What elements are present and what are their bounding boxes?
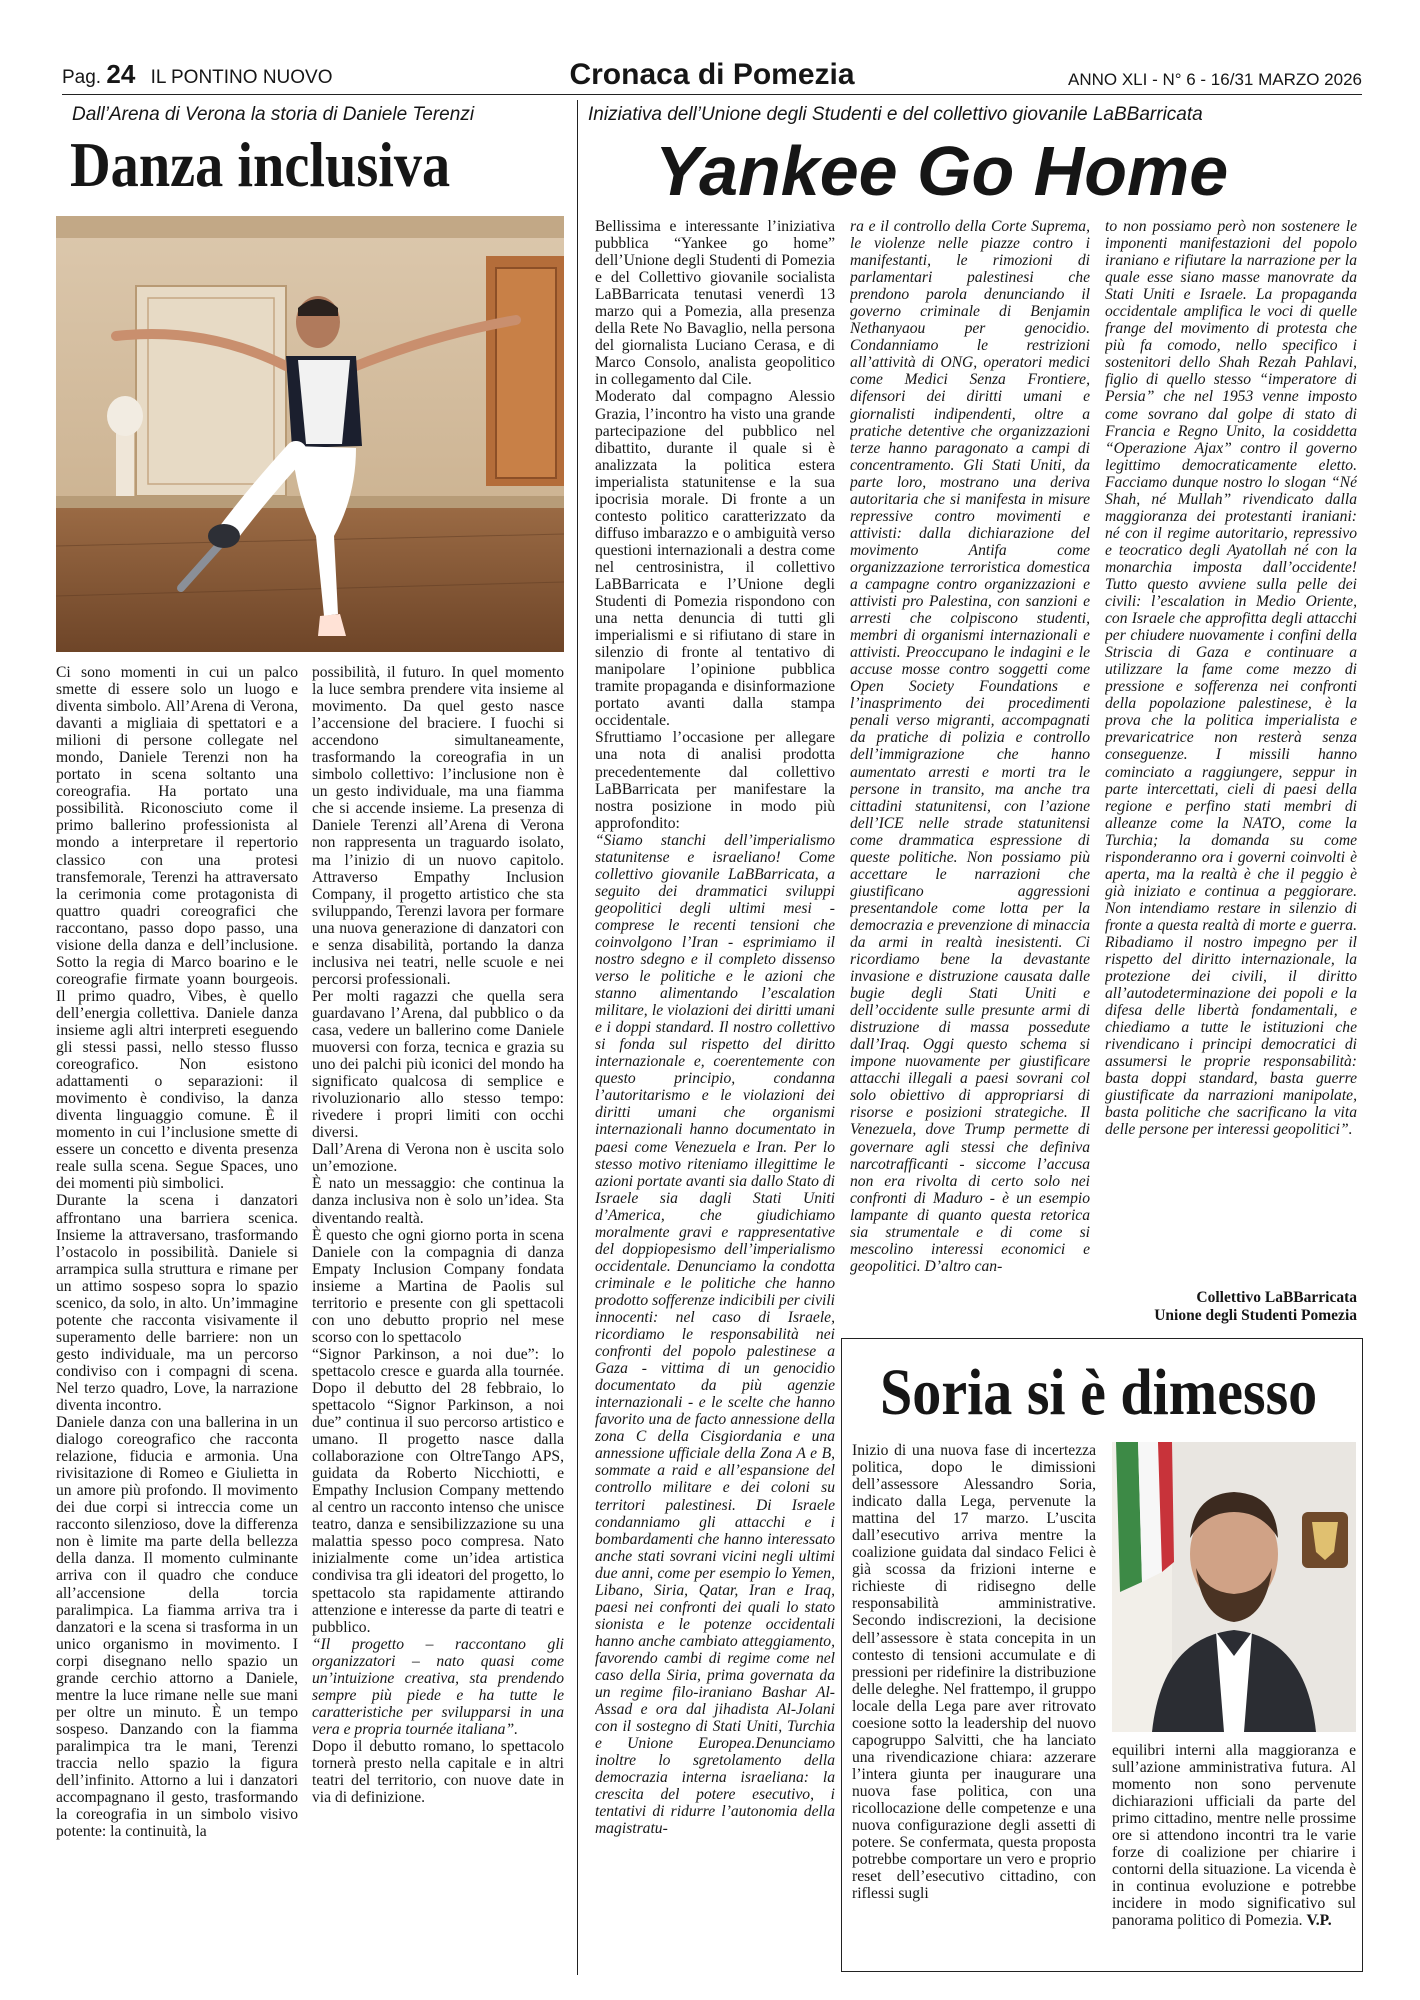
masthead [62,60,1362,95]
article-paragraph: Daniele danza con una ballerina in un dialogo coreografico che racconta relazione, fiducia e armonia. Una rivisitazione di Romeo e Giulietta in un amore più profondo. Il movimento dei due corpi si intreccia come un racconto silenzioso, dove la differenza non è limite ma parte della bellezza della danza. Il momento culminante arriva con il quadro che conduce all’accensione della torcia paralimpica. La fiamma arriva tra i danzatori e la scena si trasforma in un unico organismo in movimento. I corpi disegnano nello spazio un grande cerchio attorno a Daniele, mentre la luce rimane nelle sue mani per oltre un minuto. È un tempo sospeso. Danzando con la fiamma paralimpica tra le mani, Terenzi traccia nello spazio la figura dell’infinito. Attorno a lui i danzatori accompagnano il gesto, trasformando la coreografia in un simbolo visivo potente: la continuità, la [56,1414,298,1841]
article-signature: Collettivo LaBBarricata Unione degli Studenti Pomezia [1154,1289,1357,1324]
left-headline: Danza inclusiva [70,129,451,200]
left-article-column-1 [56,664,298,1964]
portrait-photo [1112,1442,1356,1732]
soria-article-column-2 [1112,1742,1356,1964]
article-quote: “Siamo stanchi dell’imperialismo statunitense e israeliano! Come collettivo giovanile LaBBarricata, a seguito dei drammatici sviluppi geopolitici degli ultimi mesi - comprese le recenti tensioni che coinvolgono l’Iran - esprimiamo il nostro sdegno e il completo dissenso verso le politiche e le azioni che stanno alimentando l’escalation militare, le violazioni dei diritti umani e i doppi standard. Il nostro collettivo si fonda sul rispetto del diritto internazionale e, coerentemente con questo principio, condanna l’autoritarismo e le violazioni dei diritti umani che organismi internazionali hanno documentato in paesi come Venezuela e Iran. Per lo stesso motivo riteniamo illegittime le azioni portate avanti sia dallo Stato di Israele sia dagli Stati Uniti d’America, che giudichiamo moralmente gravi e rappresentative del doppiopesismo dell’imperialismo occidentale. Denunciamo la condotta criminale e le politiche che hanno prodotto sofferenze indicibili per civili innocenti: nel caso di Israele, ricordiamo le responsabilità nei confronti del popolo palestinese a Gaza - vittima di un genocidio documentato da più agenzie internazionali - e le scelte che hanno favorito una de facto annessione della zona C della Cisgiordania e una annessione ufficiale della Zona A e B, sommate a raid e all’espansione del controllo militare e dei coloni su territori palestinesi. Di Israele condanniamo gli attacchi e i bombardamenti che hanno interessato anche stati sovrani vicini negli ultimi due anni, come per esempio lo Yemen, Libano, Siria, Qatar, Iran e Iraq, paesi nei confronti dei quali lo stato sionista e le potenze occidentali hanno anche cambiato atteggiamento, favorendo cambi di regime come nel caso della Siria, prima governata da un regime filo-iraniano Bashar Al-Assad e ora dal jihadista Al-Jolani con il sostegno di Stati Uniti, Turchia e Unione Europea.Denunciamo inoltre lo sgretolamento della democrazia interna israeliana: la crescita del potere esecutivo, i tentativi di ridurre l’autonomia della magistratu- [595,831,835,1838]
article-paragraph: Moderato dal compagno Alessio Grazia, l’incontro ha visto una grande partecipazione del pubblico nel dibattito, durante il quale si è analizzata la politica estera imperialista statunitense e la sua ipocrisia morale. Di fronte a un contesto politico caratterizzato da diffuso imbarazzo e o ambiguità verso questioni internazionali a destra come nel centrosinistra, il collettivo LaBBarricata e l’Unione degli Studenti di Pomezia rispondono con una netta denuncia di tutti gli imperialismi e si rifiutano di stare in silenzio di fronte al tentativo di manipolare l’opinione pubblica tramite propaganda e disinformazione portato avanti dalla stampa occidentale. [595,388,835,730]
article-paragraph: È questo che ogni giorno porta in scena Daniele con la compagnia di danza Empaty Inclusion Company fondata insieme a Martina de Paolis sul territorio e presente con gli spettacoli con uno debutto proprio nel mese scorso con lo spettacolo [312,1226,564,1346]
right-article-column-1 [595,218,835,1968]
right-article-column-3: to non possiamo però non sostenere le imponenti manifestazioni del popolo iraniano e rifiutare la narrazione per la quale esse siano masse manovrate da Stati Uniti e Israele. La propaganda occidentale amplifica le voci di quelle frange del movimento di protesta che più fa comodo, nello specifico i sostenitori dello Shah Rezah Pahlavi, figlio di quello stesso “imperatore di Persia” che nel 1953 venne imposto come sovrano dal golpe di stato di Francia e Regno Unito, la cosiddetta “Operazione Ajax” contro il governo legittimo democraticamente eletto. Facciamo dunque nostro lo slogan “Né Shah, né Mullah” rivendicato dalla maggioranza dei protestanti iraniani: né con il regime autoritario, repressivo e teocratico degli Ayatollah né con la monarchia imposta dall’occidente! Tutto questo avviene sulla pelle dei civili: l’escalation in Medio Oriente, con Israele che approfitta degli attacchi per chiudere nuovamente i confini della Striscia di Gaza e continuare a utilizzare la fame come mezzo di pressione e sofferenza nei confronti della popolazione palestinese, è la prova che la politica imperialista e prevaricatrice non resterà senza conseguenze. I missili hanno cominciato a raggiungere, seppur in parte intercettati, cieli di paesi della regione e perfino stati membri di alleanze come la NATO, come la Turchia; la domanda su come risponderanno ora i governi coinvolti è aperta, ma la realtà è che il peggio è già iniziato e continua a peggiorare. Non intendiamo restare in silenzio di fronte a questa realtà di morte e guerra. Ribadiamo il nostro impegno per il rispetto del diritto internazionale, la protezione dei civili, il diritto all’autodeterminazione dei popoli e la difesa delle libertà fondamentali, e chiediamo a tutte le istituzioni che rivendicano i principi democratici di assumersi le proprie responsabilità: basta doppi standard, basta guerre giustificate da narrazioni manipolate, basta politiche che sacrificano la vita delle persone per interessi geopolitici”. [1105,218,1357,1139]
edition-info: ANNO XLI - N° 6 - 16/31 MARZO 2026 [1067,70,1362,89]
publication-name: IL PONTINO NUOVO [150,67,333,88]
article-paragraph: Bellissima e interessante l’iniziativa pubblica “Yankee go home” dell’Unione degli Studenti di Pomezia e del Collettivo giovanile socialista LaBBarricata tenutasi venerdì 13 marzo qui a Pomezia, alla presenza della Rete No Bavaglio, nella persona del giornalista Luciano Cerasa, e di Marco Consolo, analista geopolitico in collegamento dal Cile. [595,218,835,389]
article-paragraph: Ci sono momenti in cui un palco smette di essere solo un luogo e diventa simbolo. All’Arena di Verona, davanti a migliaia di spettatori e a milioni di persone collegate nel mondo, Daniele Terenzi non ha portato in scena soltanto una coreografia. Ha portato una possibilità. Riconosciuto come il primo ballerino professionista al mondo a interpretare il repertorio classico con una protesi transfemorale, Terenzi ha attraversato la cerimonia come protagonista di quattro quadri coreografici che raccontano, passo dopo passo, una visione della danza e dell’inclusione. Sotto la regia di Marco boarino e le coreografie firmate yoann bourgeois. Il primo quadro, Vibes, è quello dell’energia collettiva. Daniele danza insieme agli altri interpreti eseguendo gli stessi passi, nello stesso flusso coreografico. Non esistono adattamenti o separazioni: il movimento è condiviso, la danza diventa linguaggio comune. È il momento in cui l’inclusione smette di essere un concetto e diventa presenza reale sulla scena. Segue Spaces, uno dei momenti più simbolici. [56,664,298,1193]
soria-headline: Soria si è dimesso [880,1356,1318,1429]
article-paragraph: “Signor Parkinson, a noi due”: lo spettacolo cresce e guarda alla tournée. Dopo il debutto del 28 febbraio, lo spettacolo “Signor Parkinson, a noi due” continua il suo percorso artistico e umano. Il progetto nasce dalla collaborazione con OltreTango APS, guidata da Roberto Nicchiotti, e Empathy Inclusion Company mettendo al centro un racconto intenso che unisce teatro, danza e sensibilizzazione su una malattia spesso poco compresa. Nato inizialmente come un’idea artistica condivisa tra gli ideatori del progetto, lo spettacolo sta rapidamente attirando attenzione e interesse da parte di teatri e pubblico. [312,1345,564,1636]
page-number: Pag. 24 IL PONTINO NUOVO [62,59,333,89]
article-paragraph: Dopo il debutto romano, lo spettacolo tornerà presto nella capitale e in altri teatri del territorio, con nuove date in via di definizione. [312,1737,564,1807]
column-divider [577,100,578,1975]
article-paragraph: Sfruttiamo l’occasione per allegare una nota di analisi prodotta precedentemente dal collettivo LaBBarricata per manifestare la nostra posizione in modo più approfondito: [595,729,835,832]
article-paragraph: equilibri interni alla maggioranza e sull’azione amministrativa futura. Al momento non sono pervenute dichiarazioni ufficiali da parte del primo cittadino, mentre nelle prossime ore si attendono incontri tra le varie forze di coalizione per chiarire i contorni della situazione. La vicenda è in continua evoluzione e potrebbe incidere in modo significativo sul panorama politico di Pomezia. V.P. [1112,1742,1356,1930]
dancer-photo-icon [56,216,564,652]
left-kicker: Dall’Arena di Verona la storia di Daniele Terenzi [72,104,475,125]
article-paragraph: Per molti ragazzi che quella sera guardavano l’Arena, dal pubblico o da casa, vedere un ballerino come Daniele muoversi con forza, tecnica e grazia su uno dei palchi più iconici del mondo ha significato qualcosa di semplice e rivoluzionario allo stesso tempo: rivedere i propri limiti con occhi diversi. [312,987,564,1142]
article-paragraph: possibilità, il futuro. In quel momento la luce sembra prendere vita insieme al movimento. Da quel gesto nasce l’accensione del braciere. I fuochi si accendono simultaneamente, trasformando la coreografia in un simbolo collettivo: l’inclusione non è un gesto individuale, ma una fiamma che si accende insieme. La presenza di Daniele Terenzi all’Arena di Verona non rappresenta un traguardo isolato, ma l’inizio di un nuovo capitolo. Attraverso Empathy Inclusion Company, il progetto artistico che sta sviluppando, Terenzi lavora per formare una nuova generazione di danzatori con e senza disabilità, portando la danza inclusiva nei teatri, nelle scuole e nei percorsi professionali. [312,664,564,988]
section-title: Cronaca di Pomezia [569,58,855,91]
soria-article-column-1: Inizio di una nuova fase di incertezza politica, dopo le dimissioni dell’assessore Alessandro Soria, indicato dalla Lega, pervenute la mattina del 17 marzo. L’uscita dall’esecutivo arriva mentre la coalizione guidata dal sindaco Felici è già scossa da frizioni interne e richieste di ridisegno delle responsabilità amministrative. Secondo indiscrezioni, la decisione dell’assessore è stata concepita in un contesto di tensioni accumulate e di pressioni per ridefinire la distribuzione delle deleghe. Nel frattempo, il gruppo locale della Lega pare aver ritrovato coesione sotto la leadership del nuovo capogruppo Salvitti, che ha lanciato una rivendicazione chiara: azzerare l’intera giunta per inaugurare una nuova fase politica, con una ricollocazione delle competenze e una nuova configurazione degli assetti di potere. Se confermata, questa proposta potrebbe comportare un vero e proprio reset dell’esecutivo cittadino, con riflessi sugli [852,1442,1096,1903]
right-headline: Yankee Go Home [655,132,1229,210]
portrait-photo-icon [1112,1442,1356,1732]
article-quote: “Il progetto – raccontano gli organizzatori – nato quasi come un’intuizione creativa, sta prendendo sempre più piede e ha tutte le caratteristiche per svilupparsi in una vera e propria tournée italiana”. [312,1635,564,1738]
article-paragraph: Durante la scena i danzatori affrontano una barriera scenica. Insieme la attraversano, trasformando l’ostacolo in possibilità. Daniele si arrampica sulla struttura e rimane per un attimo sospeso sopra lo spazio scenico, da solo, in alto. Un’immagine potente che racconta visivamente il superamento delle barriere: non un gesto individuale, ma un percorso condiviso con i compagni di scena. Nel terzo quadro, Love, la narrazione diventa incontro. [56,1192,298,1415]
article-paragraph: Dall’Arena di Verona non è uscita solo un’emozione. [312,1141,564,1176]
author-initials: V.P. [1306,1912,1332,1930]
left-article-column-2 [312,664,564,1964]
right-article-column-2: ra e il controllo della Corte Suprema, le violenze nelle piazze contro i manifestanti, le rimozioni di parlamentari palestinesi che prendono parola denunciando il governo criminale di Benjamin Nethanyaou per genocidio. Condanniamo le restrizioni all’attività di ONG, operatori medici come Medici Senza Frontiere, difensori dei diritti umani e giornalisti indipendenti, oltre a pratiche detentive che organizzazioni terze hanno paragonato a campi di concentramento. Gli Stati Uniti, da parte loro, mostrano una deriva autoritaria che si manifesta in misure repressive contro movimenti e attivisti: dalla dichiarazione del movimento Antifa come organizzazione terroristica domestica a campagne contro organizzazioni e attivisti pro Palestina, con sanzioni e arresti che colpiscono studenti, membri di organismi internazionali e attivisti. Preoccupano le indagini e le accuse mosse contro soggetti come Open Society Foundations e l’inasprimento dei procedimenti penali verso migranti, accompagnati da pratiche di polizia e controllo dell’immigrazione che hanno aumentato arresti e morti tra le persone in transito, ma anche tra cittadini statunitensi, con l’azione dell’ICE nelle strade statunitensi come drammatica espressione di queste politiche. Non possiamo più accettare le narrazioni che giustificano aggressioni presentandole come lotta per la democrazia e prevenzione di minaccia da armi in realtà inesistenti. Ci ricordiamo bene la devastante invasione e distruzione causata dalle bugie degli Stati Uniti e dell’occidente sulle presunte armi di distruzione di massa possedute dall’Iraq. Oggi questo schema si impone nuovamente per giustificare attacchi illegali a paesi sovrani col solo obiettivo di appropriarsi di risorse e posizioni strategiche. Il Venezuela, dove Trump permette di governare agli stessi che definiva narcotrafficanti - siccome l’accusa non era rivolta di certo solo nei confronti di Maduro - è un esempio lampante di quanto questa retorica sia strumentale e di come si mescolino interessi economici e geopolitici. D’altro can- [850,218,1090,1275]
right-kicker: Iniziativa dell’Unione degli Studenti e del collettivo giovanile LaBBarricata [588,104,1203,125]
article-paragraph: È nato un messaggio: che continua la danza inclusiva non è solo un’idea. Sta diventando realtà. [312,1175,564,1227]
dancer-photo [56,216,564,652]
